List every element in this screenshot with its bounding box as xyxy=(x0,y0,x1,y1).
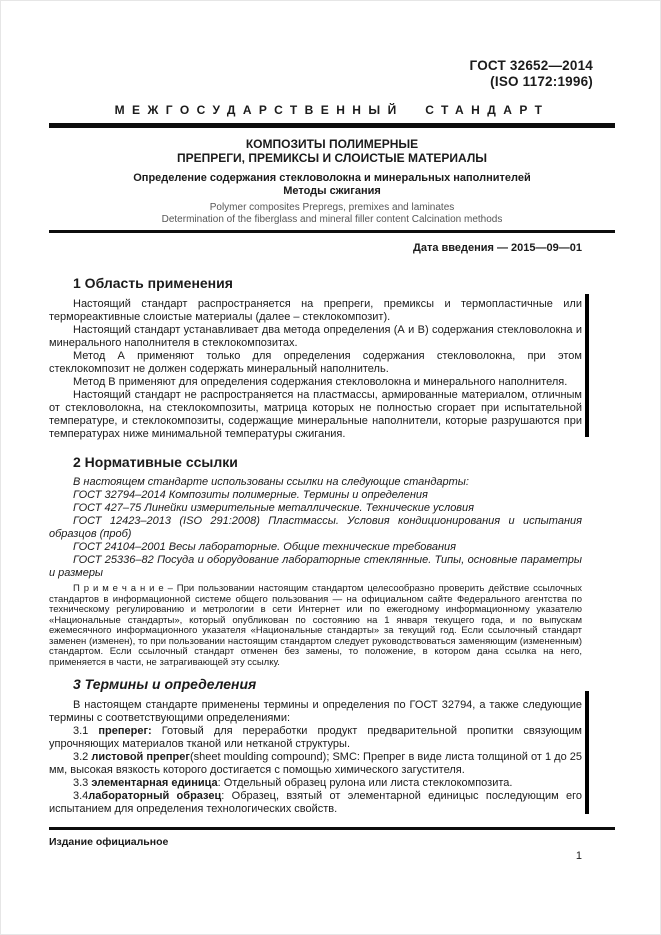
term-text: (sheet moulding compound); SMC: Препрег в виде листа толщиной от 1 до 25 мм, высокая вязкость которого достигается с помощью химического загустителя. xyxy=(49,751,583,776)
note-label: П р и м е ч а н и е xyxy=(73,583,164,594)
section2-body xyxy=(49,476,582,668)
section1-paragraph: Настоящий стандарт распространяется на препреги, премиксы и термопластичные или термореактивные слоистые материалы (далее – стеклокомпозит). xyxy=(49,298,582,323)
section1-heading: 1 Область применения xyxy=(73,275,233,291)
page-content xyxy=(49,1,615,862)
normative-reference: ГОСТ 427–75 Линейки измерительные металлические. Технические условия xyxy=(73,502,475,514)
introduction-date: Дата введения — 2015—09—01 xyxy=(413,242,582,254)
term-name: листовой препрег xyxy=(91,751,190,763)
banner-rule xyxy=(49,123,615,128)
footer-rule xyxy=(49,827,615,830)
section3-heading: 3 Термины и определения xyxy=(73,676,257,692)
title-ru-line1: КОМПОЗИТЫ ПОЛИМЕРНЫЕ xyxy=(245,137,419,151)
normative-reference: ГОСТ 12423–2013 (ISO 291:2008) Пластмассы. Условия кондиционирования и испытания образцов (проб) xyxy=(49,515,582,540)
section1-paragraph: Настоящий стандарт не распространяется на пластмассы, армированные материалом, отличным от стекловолокна, на стеклокомпозиты, матрица которых не полностью сгорает при испытательной температуре, и стеклокомпозиты, содержащие минеральные наполнители, которые разрушаются при температурах ниже минимальной температуры сжигания. xyxy=(49,389,582,440)
footer-rule-wrap xyxy=(49,827,615,830)
term-name: элементарная единица xyxy=(91,777,218,789)
change-marker-bar-section1 xyxy=(585,294,589,437)
term-definition xyxy=(49,790,582,816)
edition-note: Издание официальное xyxy=(49,836,169,848)
iso-reference: (ISO 1172:1996) xyxy=(490,74,593,89)
term-name: лабораторный образец xyxy=(88,790,222,802)
doc-number: ГОСТ 32652—2014 xyxy=(469,58,593,73)
term-number: 3.3 xyxy=(73,777,92,789)
section3-intro: В настоящем стандарте применены термины и определения по ГОСТ 32794, а также следующие термины с соответствующими определениями: xyxy=(49,699,582,724)
term-number: 3.4 xyxy=(73,790,89,802)
term-text: : Отдельный образец рулона или листа стеклокомпозита. xyxy=(217,777,513,789)
section3-body xyxy=(49,699,582,816)
title-rule xyxy=(49,230,615,233)
section1-body xyxy=(49,298,582,441)
change-marker-bar-section3 xyxy=(585,691,589,814)
section2-intro: В настоящем стандарте использованы ссылки на следующие стандарты: xyxy=(73,476,469,488)
normative-reference: ГОСТ 32794–2014 Композиты полимерные. Термины и определения xyxy=(73,489,428,501)
term-text: Готовый для переработки продукт предварительной пропитки связующим упрочняющих материалов тканой или нетканой структуры. xyxy=(49,725,582,750)
note-text: – При пользовании настоящим стандартом целесообразно проверить действие ссылочных стандартов в информационной системе общего пользования — на официальном сайте Федерального агентства по техническому регулированию и метрологии в сети Интернет или по ежегодному информационному указателю «Национальные стандарты», который опубликован по состоянию на 1 января текущего года, и по выпускам ежемесячного информационного указателя «Национальные стандарты» за текущий год. Если ссылочный стандарт заменен (изменен), то при пользовании настоящим стандартом следует руководствоваться заменяющим (измененным) стандартом. Если ссылочный стандарт отменен без замены, то положение, в котором дана ссылка на него, применяется в части, не затрагивающей эту ссылку. xyxy=(49,583,582,668)
section1-paragraph: Метод А применяют только для определения содержания стекловолокна, при этом стеклокомпозит не должен содержать минеральный наполнитель. xyxy=(49,350,582,375)
section2-heading: 2 Нормативные ссылки xyxy=(73,454,238,470)
normative-reference: ГОСТ 25336–82 Посуда и оборудование лабораторные стеклянные. Типы, основные параметры и размеры xyxy=(49,554,582,579)
section1-paragraph: Настоящий стандарт устанавливает два метода определения (А и В) содержания стекловолокна и минерального наполнителя в стеклокомпозитах. xyxy=(49,324,582,349)
standard-banner: МЕЖГОСУДАРСТВЕННЫЙ СТАНДАРТ xyxy=(114,103,550,117)
title-ru-line2: ПРЕПРЕГИ, ПРЕМИКСЫ И СЛОИСТЫЕ МАТЕРИАЛЫ xyxy=(176,151,488,165)
term-number: 3.1 xyxy=(73,725,99,737)
subtitle-line1: Определение содержания стекловолокна и минеральных наполнителей xyxy=(133,172,531,184)
title-en-line1: Polymer composites Prepregs, premixes and laminates xyxy=(209,202,455,213)
section1-paragraph: Метод В применяют для определения содержания стекловолокна и минерального наполнителя. xyxy=(73,376,568,388)
term-number: 3.2 xyxy=(73,751,92,763)
normative-reference: ГОСТ 24104–2001 Весы лабораторные. Общие технические требования xyxy=(73,541,457,553)
section2-note xyxy=(49,584,582,668)
term-definition xyxy=(49,751,582,777)
term-name: преперег: xyxy=(98,725,152,737)
term-definition xyxy=(49,777,582,790)
term-text: : Образец, взятый от элементарной единицыс последующим его испытанием для определения технологических свойств. xyxy=(49,790,582,815)
subtitle-line2: Методы сжигания xyxy=(283,185,381,197)
page-number: 1 xyxy=(575,850,582,862)
term-definition xyxy=(49,725,582,751)
title-en-line2: Determination of the fiberglass and mineral filler content Calcination methods xyxy=(161,214,503,225)
doc-header xyxy=(49,58,615,90)
